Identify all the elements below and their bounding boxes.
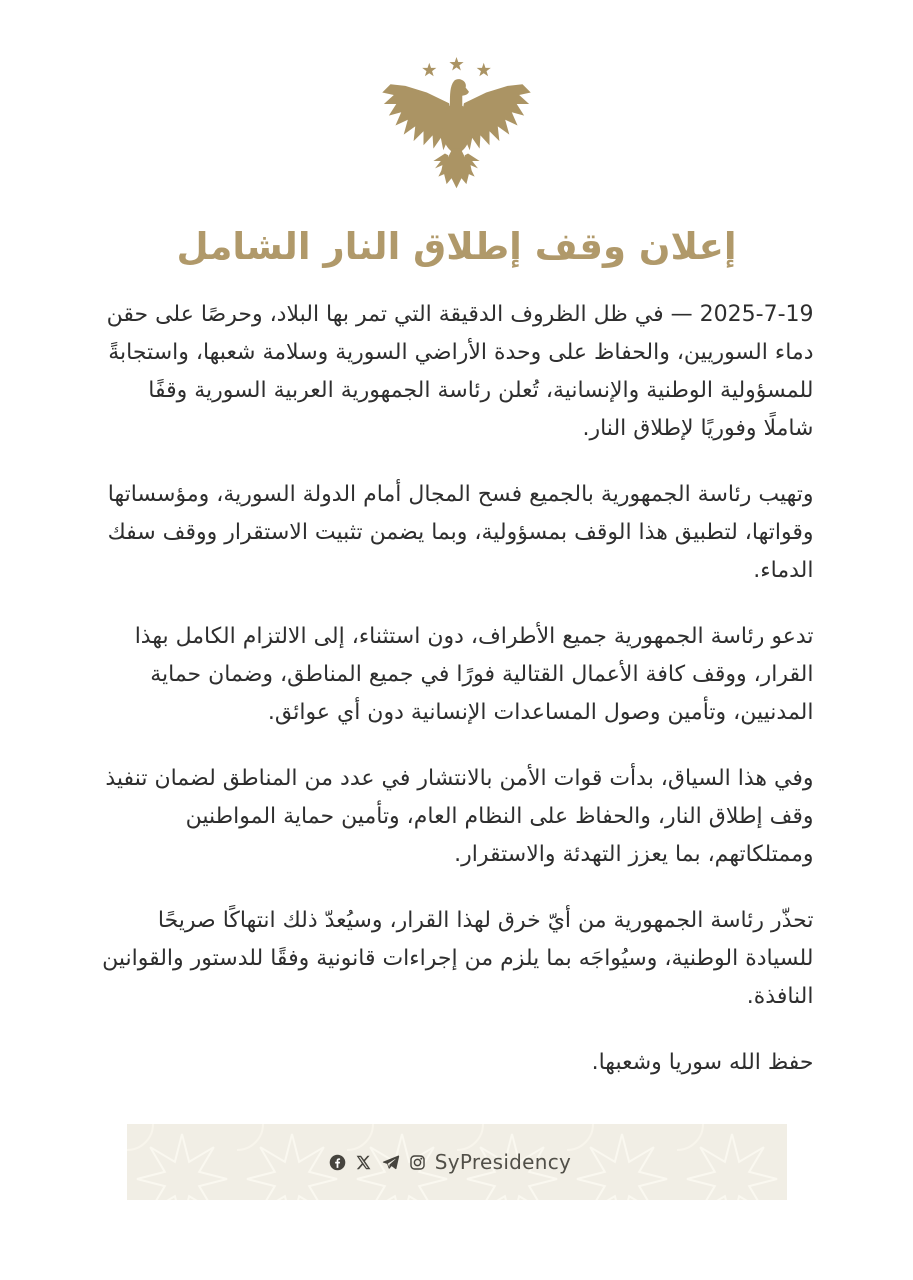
statement-paragraph: وفي هذا السياق، بدأت قوات الأمن بالانتشار في عدد من المناطق لضمان تنفيذ وقف إطلاق النار، والحفاظ على النظام العام، وتأمين حماية المواطنين وممتلكاتهم، بما يعزز التهدئة والاستقرار. bbox=[105, 766, 814, 867]
statement-closing: حفظ الله سوريا وشعبها. bbox=[591, 1050, 814, 1075]
syrian-eagle-emblem bbox=[374, 56, 539, 195]
facebook-icon[interactable] bbox=[329, 1154, 346, 1171]
statement-paragraph: 2025-7-19 — في ظل الظروف الدقيقة التي تمر بها البلاد، وحرصًا على حقن دماء السوريين، والحفاظ على وحدة الأراضي السورية وسلامة شعبها، واستجابةً للمسؤولية الوطنية والإنسانية، تُعلن رئاسة الجمهورية العربية السورية وقفًا شاملًا وفوريًا لإطلاق النار. bbox=[106, 302, 814, 441]
golden-eagle-icon bbox=[382, 79, 531, 188]
telegram-icon[interactable] bbox=[381, 1153, 400, 1172]
statement-body bbox=[100, 296, 814, 1082]
footer-band bbox=[127, 1124, 787, 1200]
presidency-handle: SyPresidency bbox=[434, 1150, 572, 1174]
header bbox=[0, 0, 913, 268]
x-icon[interactable] bbox=[355, 1154, 372, 1171]
social-row bbox=[127, 1124, 787, 1200]
instagram-icon[interactable] bbox=[409, 1154, 426, 1171]
statement-paragraph: وتهيب رئاسة الجمهورية بالجميع فسح المجال أمام الدولة السورية، ومؤسساتها وقواتها، لتطبيق هذا الوقف بمسؤولية، وبما يضمن تثبيت الاستقرار ووقف سفك الدماء. bbox=[107, 482, 814, 583]
page-title: إعلان وقف إطلاق النار الشامل bbox=[176, 225, 737, 268]
statement-paragraph: تدعو رئاسة الجمهورية جميع الأطراف، دون استثناء، إلى الالتزام الكامل بهذا القرار، ووقف كافة الأعمال القتالية فورًا في جميع المناطق، وضمان حماية المدنيين، وتأمين وصول المساعدات الإنسانية دون أي عوائق. bbox=[134, 624, 814, 725]
statement-paragraph: تحذّر رئاسة الجمهورية من أيّ خرق لهذا القرار، وسيُعدّ ذلك انتهاكًا صريحًا للسيادة الوطنية، وسيُواجَه بما يلزم من إجراءات قانونية وفقًا للدستور والقوانين النافذة. bbox=[102, 908, 814, 1009]
three-stars-icon bbox=[422, 57, 491, 76]
